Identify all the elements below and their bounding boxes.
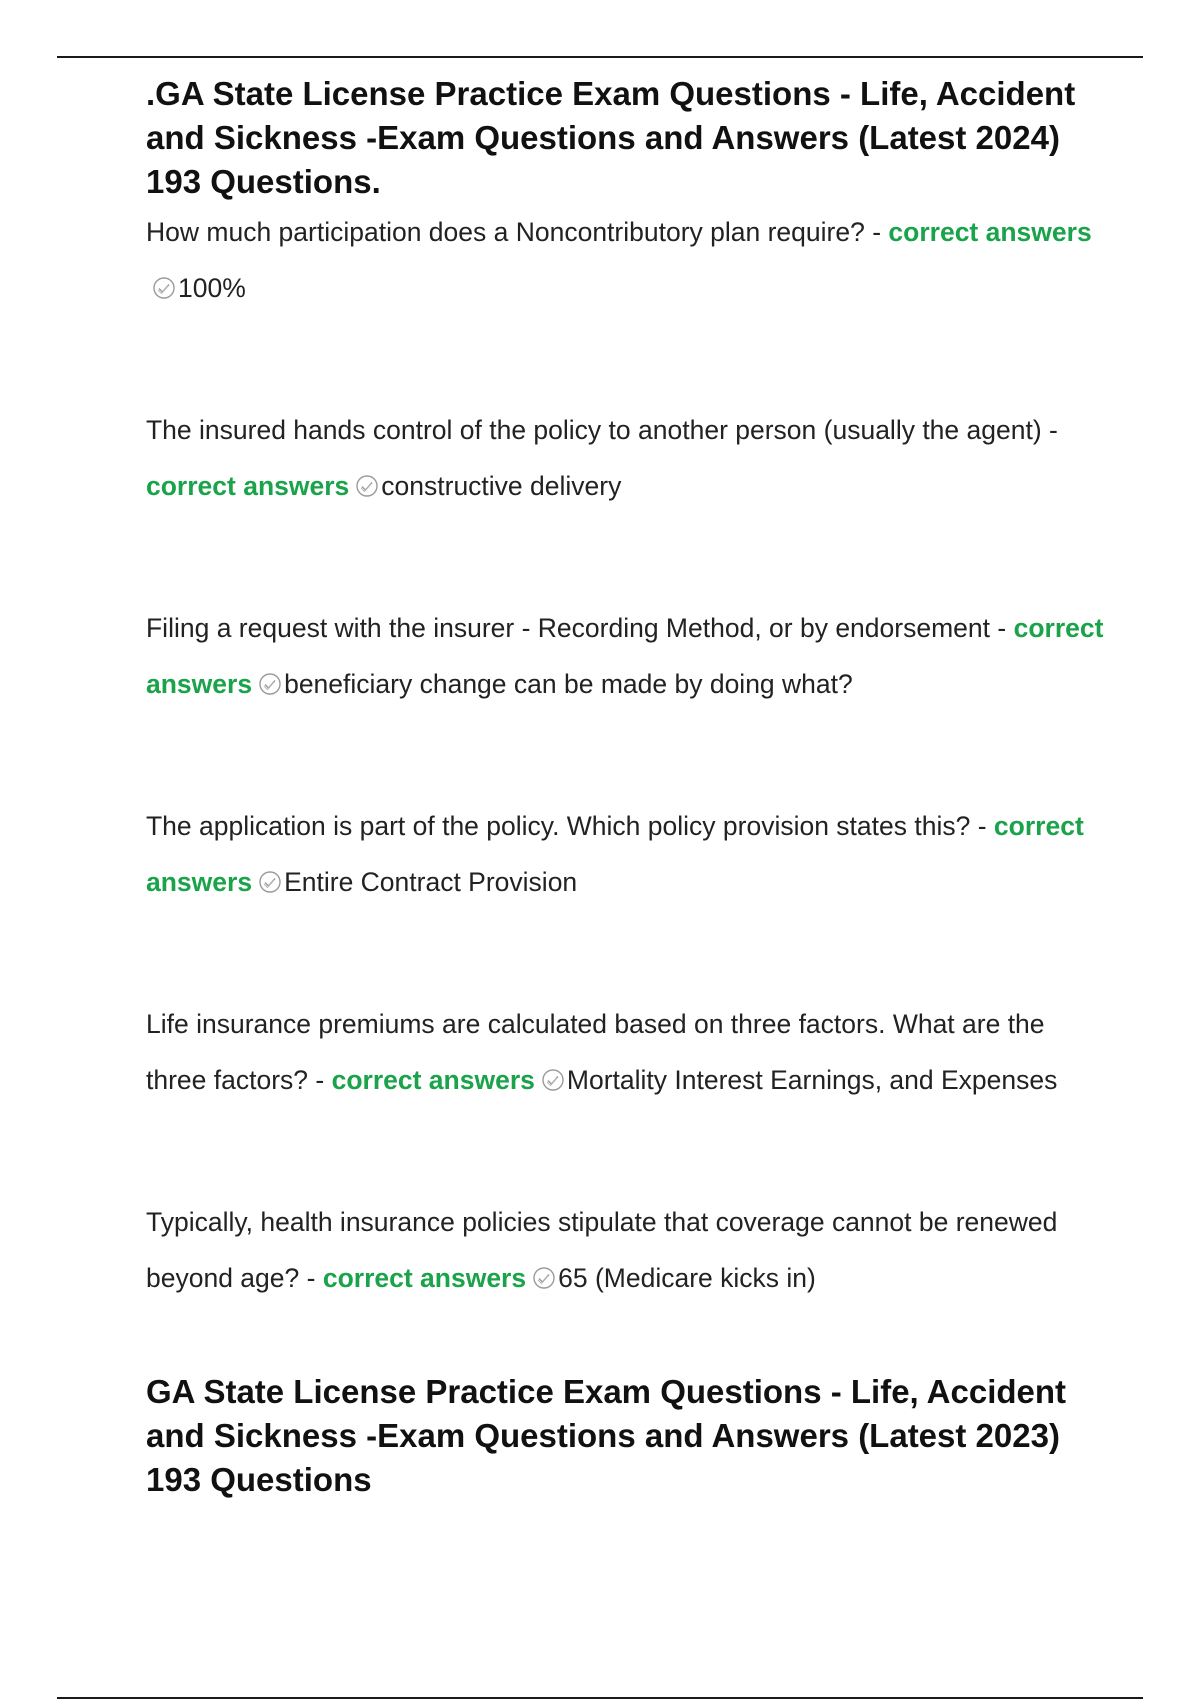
- top-rule: [57, 56, 1143, 58]
- answer-text: 65 (Medicare kicks in): [558, 1263, 816, 1293]
- qa-item: [146, 204, 1106, 316]
- circle-check-icon: [532, 1266, 556, 1290]
- qa-item: [146, 996, 1106, 1108]
- question-text: Filing a request with the insurer - Recording Method, or by endorsement -: [146, 613, 1007, 643]
- answer-label: correct answers: [322, 1263, 527, 1293]
- answer-text: constructive delivery: [381, 471, 622, 501]
- circle-check-icon: [152, 276, 176, 300]
- section-title: GA State License Practice Exam Questions - Life, Accident and Sickness -Exam Questions and Answers (Latest 2023) 193 Questions: [146, 1373, 1067, 1498]
- question-text: The insured hands control of the policy to another person (usually the agent) -: [146, 415, 1058, 445]
- question-text: Typically, health insurance policies stipulate that coverage cannot be renewed beyond age? -: [146, 1207, 1058, 1293]
- qa-item: [146, 1194, 1106, 1306]
- circle-check-icon: [258, 870, 282, 894]
- qa-item: [146, 402, 1106, 514]
- qa-item: [146, 600, 1106, 712]
- qa-item: [146, 798, 1106, 910]
- answer-label: correct answers: [331, 1065, 535, 1095]
- question-text: Life insurance premiums are calculated based on three factors. What are the three factors? -: [146, 1009, 1045, 1095]
- answer-label: correct answers: [146, 613, 1104, 699]
- answer-label: correct answers: [146, 471, 350, 501]
- answer-text: 100%: [178, 273, 246, 303]
- circle-check-icon: [258, 672, 282, 696]
- question-text: The application is part of the policy. Which policy provision states this? -: [146, 811, 987, 841]
- document-body: [146, 72, 1106, 1502]
- circle-check-icon: [355, 474, 379, 498]
- answer-label: correct answers: [888, 217, 1092, 247]
- document-title: .GA State License Practice Exam Questions - Life, Accident and Sickness -Exam Questions and Answers (Latest 2024) 193 Questions.: [146, 75, 1076, 200]
- answer-text: Entire Contract Provision: [284, 867, 578, 897]
- circle-check-icon: [541, 1068, 565, 1092]
- answer-text: Mortality Interest Earnings, and Expenses: [566, 1065, 1058, 1095]
- bottom-rule: [57, 1697, 1143, 1699]
- question-text: How much participation does a Noncontributory plan require? -: [146, 217, 882, 247]
- answer-label: correct answers: [146, 811, 1084, 897]
- answer-text: beneficiary change can be made by doing what?: [284, 669, 853, 699]
